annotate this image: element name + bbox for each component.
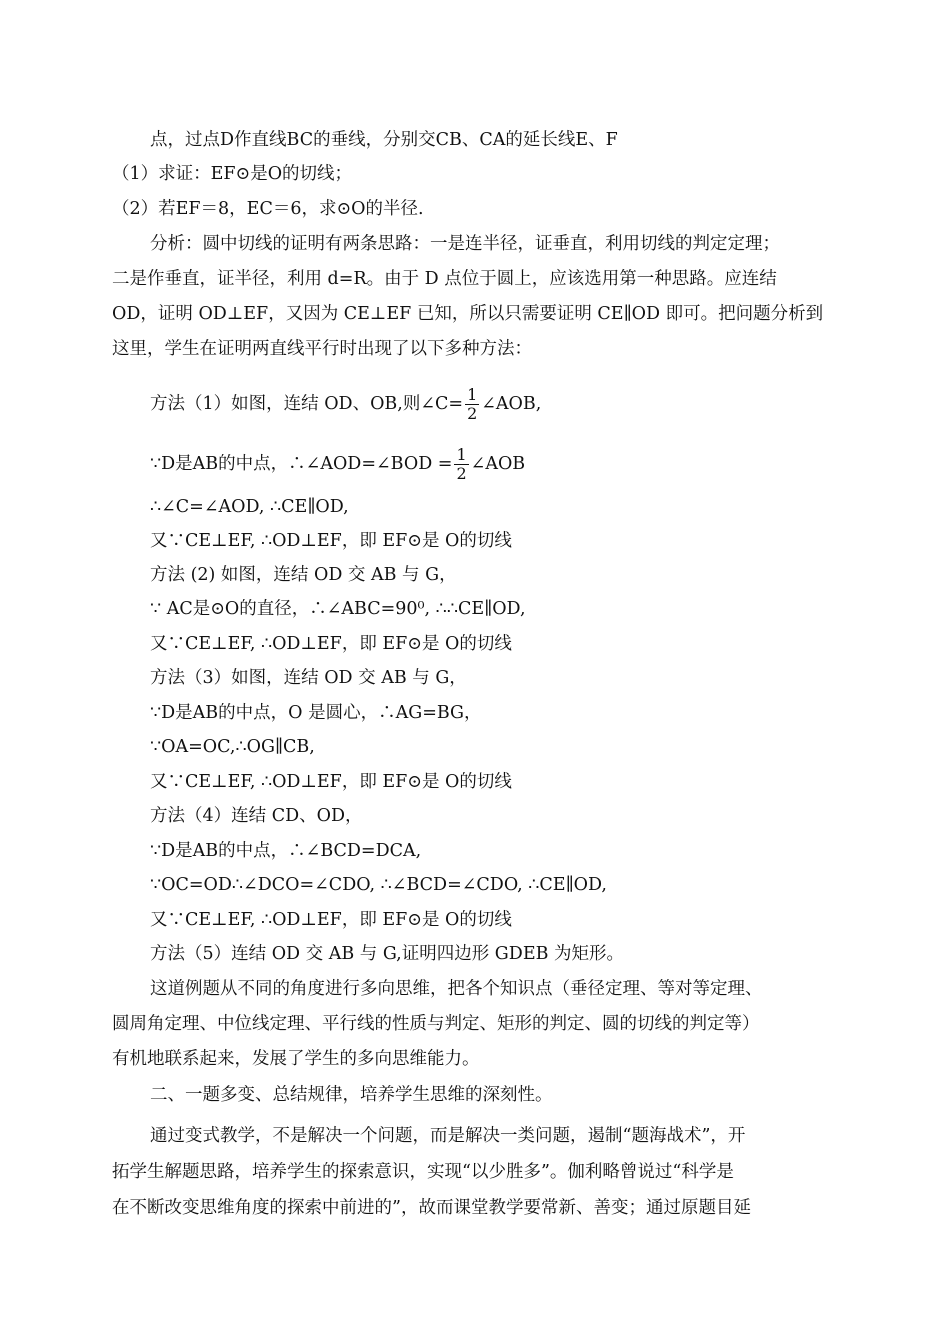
text-line: 在不断改变思维角度的探索中前进的”，故而课堂教学要常新、善变；通过原题目延	[112, 1198, 751, 1218]
text-line: 有机地联系起来，发展了学生的多向思维能力。	[112, 1049, 480, 1069]
text-line: ∵D是AB的中点，O 是圆心，∴AG=BG，	[150, 703, 482, 723]
text-line: 又∵CE⊥EF, ∴OD⊥EF，即 EF⊙是 O的切线	[150, 772, 512, 792]
text-line: 方法（4）连结 CD、OD，	[150, 806, 363, 826]
text-line: ∴∠C=∠AOD, ∴CE∥OD,	[150, 497, 349, 517]
text-segment: 方法（1）如图，连结 OD、OB,则∠C=	[150, 394, 464, 414]
text-line: （1）求证：EF⊙是O的切线；	[112, 164, 353, 184]
text-line: 拓学生解题思路，培养学生的探索意识，实现“以少胜多”。伽利略曾说过“科学是	[112, 1162, 734, 1182]
method-1-line	[150, 386, 541, 423]
text-line: 又∵CE⊥EF, ∴OD⊥EF，即 EF⊙是 O的切线	[150, 531, 512, 551]
midpoint-line	[150, 446, 525, 483]
text-line: 这道例题从不同的角度进行多向思维，把各个知识点（垂径定理、等对等定理、	[150, 979, 763, 999]
text-line: 方法（5）连结 OD 交 AB 与 G,证明四边形 GDEB 为矩形。	[150, 944, 625, 964]
text-line: 又∵CE⊥EF, ∴OD⊥EF，即 EF⊙是 O的切线	[150, 634, 512, 654]
text-line: OD，证明 OD⊥EF，又因为 CE⊥EF 已知，所以只需要证明 CE∥OD 即可。把问题分析到	[112, 304, 824, 324]
text-line: ∵OA=OC,∴OG∥CB,	[150, 737, 315, 757]
fraction-denominator: 2	[456, 464, 467, 483]
text-line: 通过变式教学，不是解决一个问题，而是解决一类问题，遏制“题海战术”，开	[150, 1126, 746, 1146]
text-segment: ∠AOB	[470, 454, 526, 474]
text-line: 二是作垂直，证半径，利用 d=R。由于 D 点位于圆上，应该选用第一种思路。应连结	[112, 269, 777, 289]
text-line: 方法（3）如图，连结 OD 交 AB 与 G，	[150, 668, 467, 688]
section-heading: 二、一题多变、总结规律，培养学生思维的深刻性。	[150, 1085, 553, 1105]
fraction	[465, 386, 479, 423]
text-segment: ∠AOB,	[481, 394, 542, 414]
text-line: 分析：圆中切线的证明有两条思路：一是连半径，证垂直，利用切线的判定定理；	[150, 234, 780, 254]
fraction-denominator: 2	[467, 404, 478, 423]
fraction-numerator: 1	[467, 385, 478, 404]
fraction-numerator: 1	[456, 445, 467, 464]
text-line: 方法 (2) 如图，连结 OD 交 AB 与 G，	[150, 565, 457, 585]
text-line: 又∵CE⊥EF, ∴OD⊥EF，即 EF⊙是 O的切线	[150, 910, 512, 930]
fraction	[454, 446, 468, 483]
text-line: ∵D是AB的中点，∴∠BCD=DCA,	[150, 841, 422, 861]
text-line: ∵OC=OD∴∠DCO=∠CDO, ∴∠BCD=∠CDO, ∴CE∥OD,	[150, 875, 607, 895]
text-line: 圆周角定理、中位线定理、平行线的性质与判定、矩形的判定、圆的切线的判定等）	[112, 1014, 760, 1034]
text-line: 这里，学生在证明两直线平行时出现了以下多种方法：	[112, 339, 532, 359]
text-line: ∵ AC是⊙O的直径，∴∠ABC=90⁰, ∴∴CE∥OD,	[150, 599, 526, 619]
text-line: （2）若EF＝8，EC＝6，求⊙O的半径.	[112, 199, 424, 219]
text-segment: ∵D是AB的中点，∴∠AOD=∠BOD =	[150, 454, 453, 474]
text-line: 点，过点D作直线BC的垂线，分别交CB、CA的延长线E、F	[150, 130, 618, 150]
